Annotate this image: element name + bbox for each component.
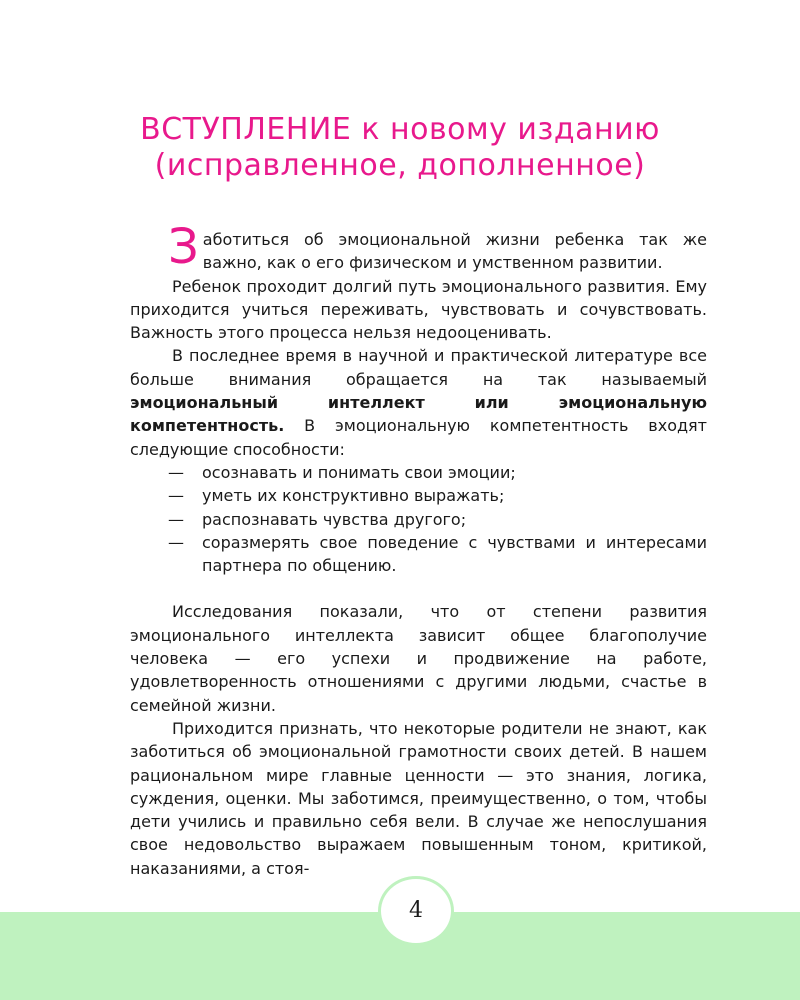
body-text [130, 219, 707, 880]
title-line-1: ВСТУПЛЕНИЕ к новому изданию [140, 112, 660, 147]
paragraph-1-text: аботиться об эмоциональной жизни ребенка так же важно, как о его физическом и умственном развитии. [202, 230, 707, 273]
list-item-text: распознавать чувства другого; [202, 509, 467, 529]
list-dash: — [168, 509, 184, 529]
paragraph-1 [130, 219, 707, 275]
paragraph-4: Исследования показали, что от степени развития эмоционального интеллекта зависит общее благополучие человека — его успехи и продвижение на работе, удовлетворенность отношениями с другими людьми, счастье в семейной жизни. [130, 602, 707, 715]
list-item [130, 508, 707, 531]
paragraph-3 [130, 344, 707, 460]
paragraph-3-bold: эмоциональный интеллект или эмоциональную компетентность. [130, 393, 707, 436]
list-dash: — [168, 486, 184, 506]
list-item [130, 461, 707, 484]
paragraph-3-end: В эмоциональную компетентность входят следующие способности: [130, 416, 707, 459]
list-item [130, 531, 707, 578]
title-line-2: (исправленное, дополненное) [154, 148, 646, 183]
drop-cap: З [168, 219, 199, 275]
paragraph-3-start: В последнее время в научной и практической литературе все больше внимания обращается на так называемый [130, 346, 707, 389]
list-dash: — [168, 462, 184, 482]
spacer [130, 577, 707, 600]
list-item-text: осознавать и понимать свои эмоции; [202, 462, 516, 482]
paragraph-5: Приходится признать, что некоторые родители не знают, как заботиться об эмоциональной грамотности своих детей. В нашем рациональном мире главные ценности — это знания, логика, суждения, оценки. Мы заботимся, преимущественно, о том, чтобы дети учились и правильно себя вели. В случае же непослушания свое недовольство выражаем повышенным тоном, критикой, наказаниями, а стоя- [130, 718, 707, 878]
abilities-list [130, 461, 707, 577]
page-number: 4 [378, 876, 454, 946]
page-title [0, 112, 800, 184]
list-item-text: соразмерять свое поведение с чувствами и интересами партнера по общению. [202, 532, 707, 576]
list-item [130, 484, 707, 507]
list-item-text: уметь их конструктивно выражать; [202, 486, 505, 506]
paragraph-2: Ребенок проходит долгий путь эмоционального развития. Ему приходится учиться переживать, чувствовать и сочувствовать. Важность этого процесса нельзя недооценивать. [130, 276, 707, 343]
list-dash: — [168, 532, 184, 552]
